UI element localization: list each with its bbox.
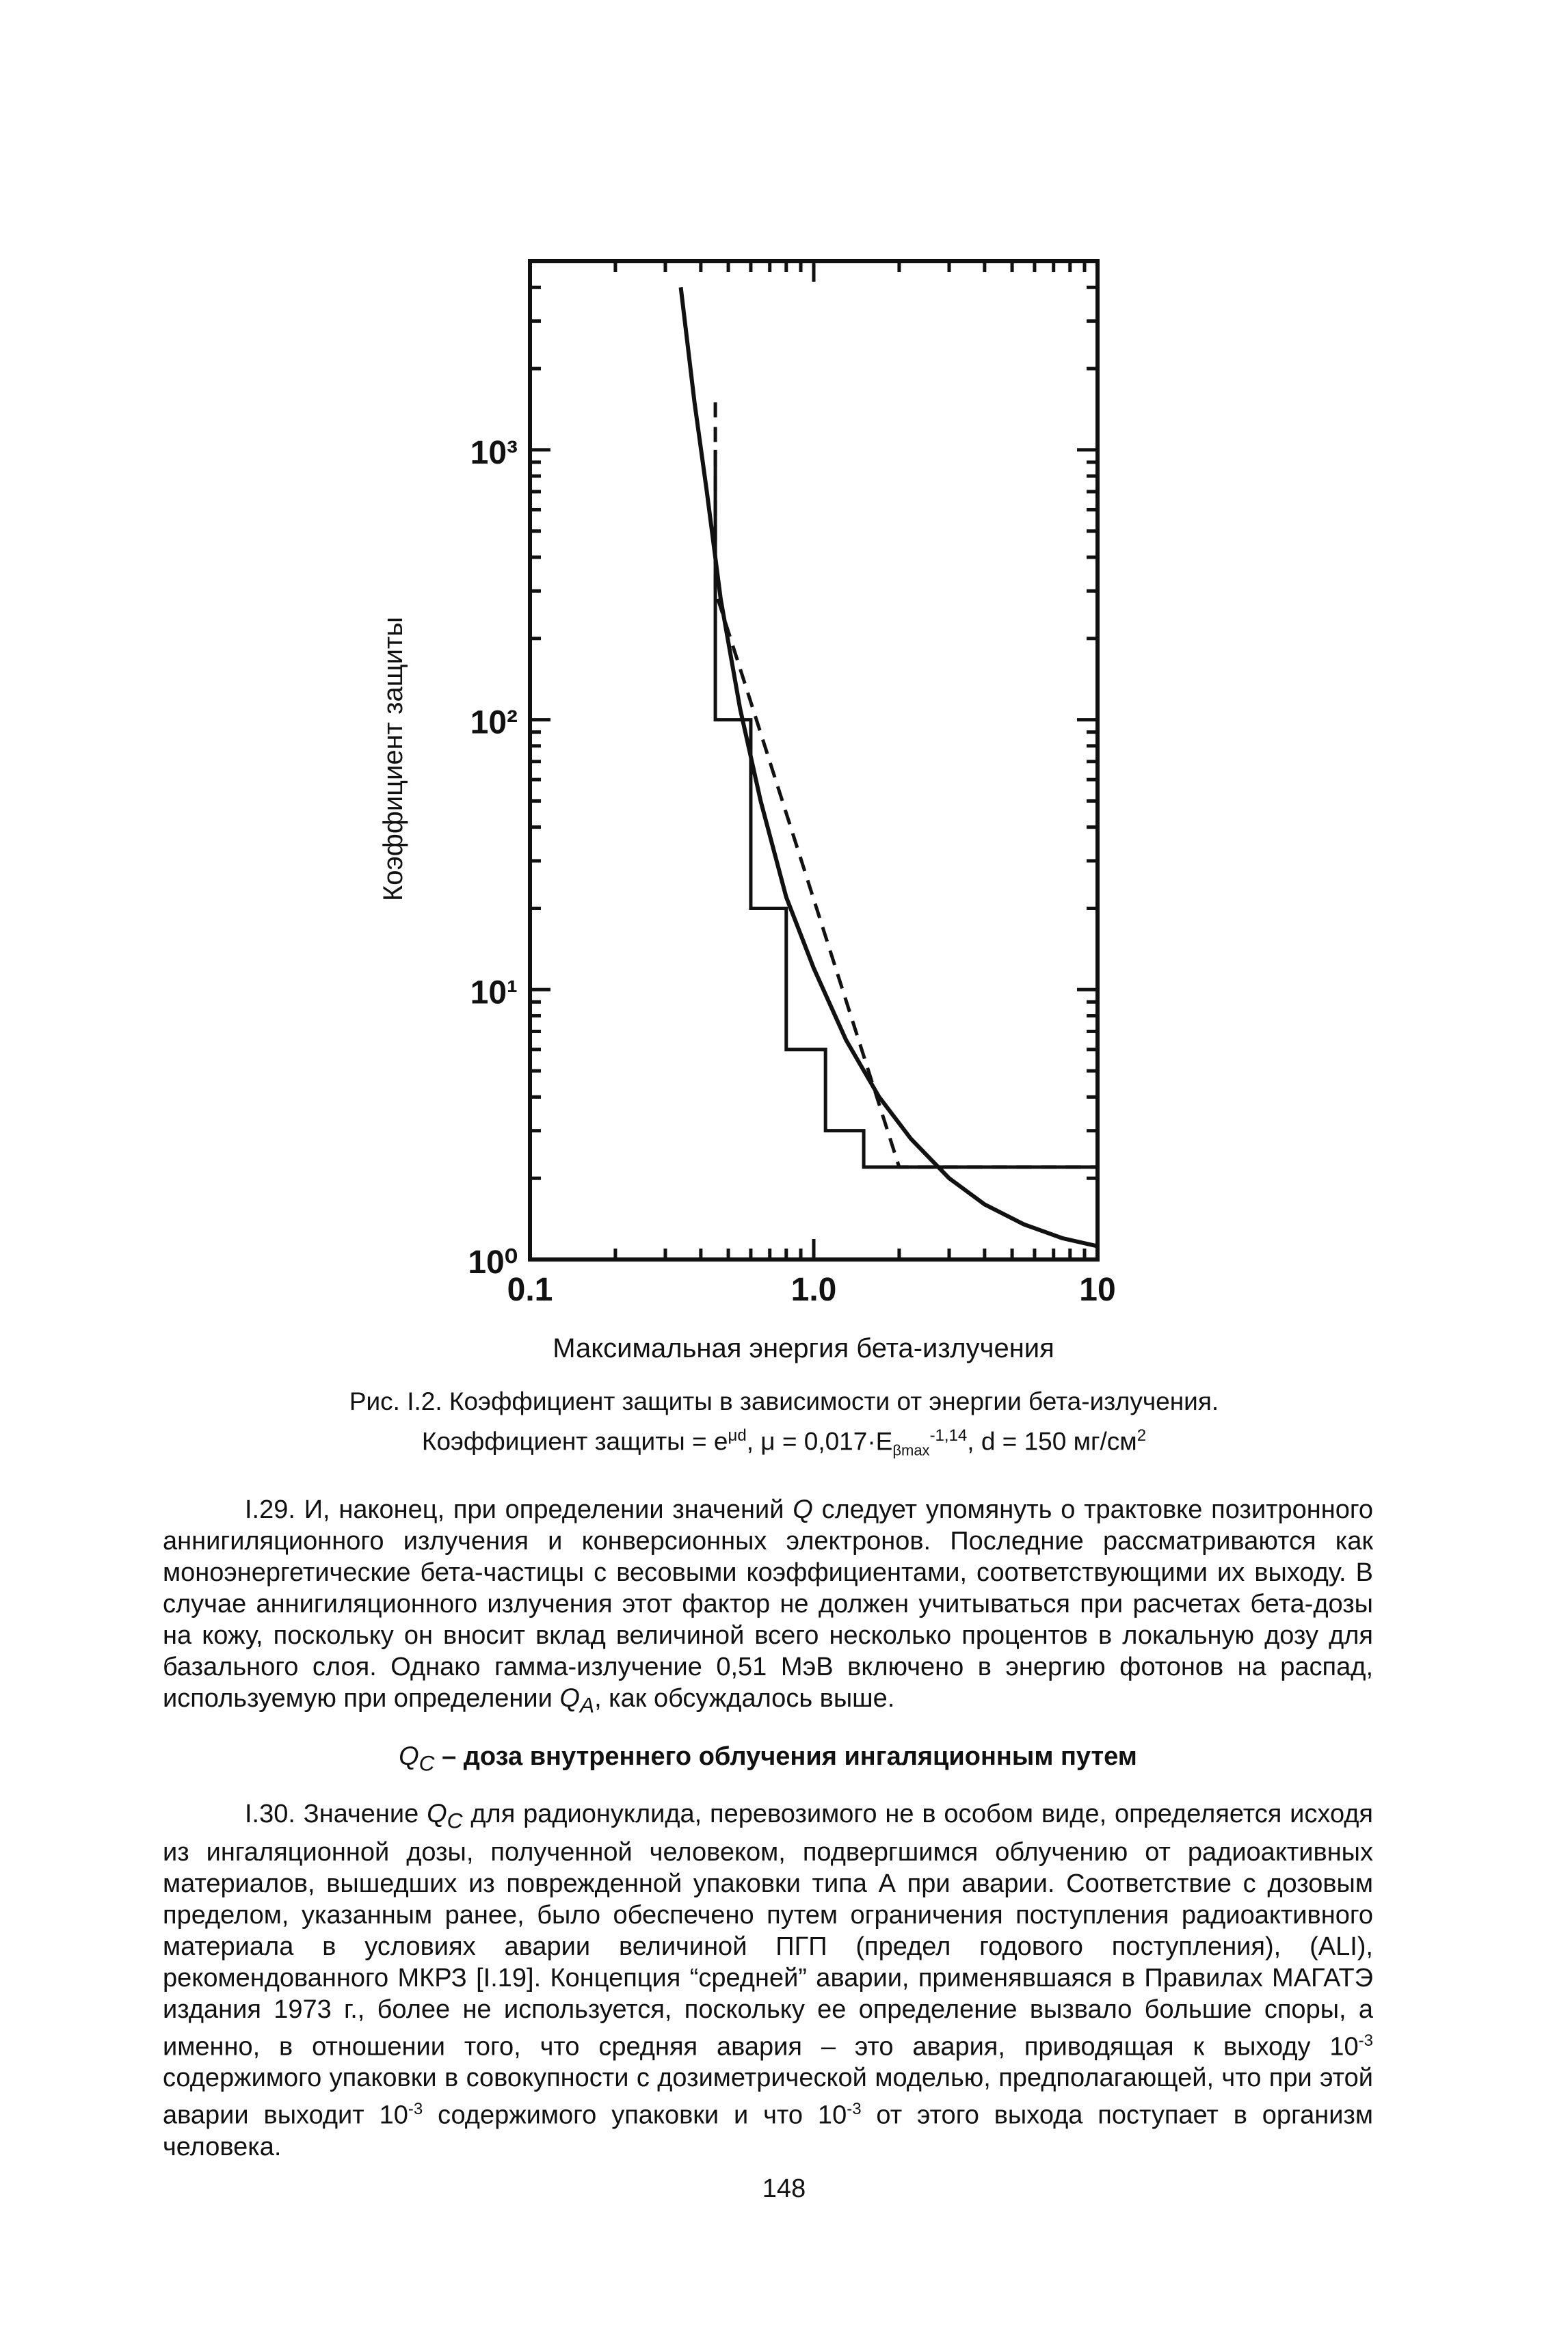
solid-curve-series-line	[681, 287, 1098, 1246]
step-series-line	[715, 450, 1098, 1167]
x-tick-label: 1.0	[790, 1272, 837, 1308]
dashed-series-line	[715, 402, 1098, 1166]
y-tick-label: 10³	[470, 434, 518, 471]
x-tick-label: 10	[1079, 1272, 1116, 1308]
paragraph-i29: I.29. И, наконец, при определении значений Q следует упомянуть о трактовке позитронного аннигиляционного излучения и конверсионных электронов. Последние рассматриваются как моноэнергетические бета-частицы с весовыми коэффициентами, соответствующими их выходу. В случае аннигиляционного излучения этот фактор не должен учитываться при расчетах бета-дозы на кожу, поскольку он вносит вклад величиной всего несколько процентов в локальную дозу для базального слоя. Однако гамма-излучение 0,51 МэВ включено в энергию фотонов на распад, используемую при определении $Q_A$, как обсуждалось выше.	[163, 1495, 1374, 1718]
y-tick-label: 10²	[470, 704, 518, 741]
caption-line-2: Коэффициент защиты = $e^{\mu d}$, $\mu = 0,017\cdot E_{\beta max}^{-1,14}$, d = 150 $мг/см^2$	[421, 1426, 1147, 1459]
x-tick-label: 0.1	[507, 1272, 553, 1308]
paragraph-i30: I.30. Значение $Q_C$ для радионуклида, перевозимого не в особом виде, определяется исходя из ингаляционной дозы, полученной человеком, подвергшимся облучению от радиоактивных материалов, вышедших из поврежденной упаковки типа А при аварии. Соответствие с дозовым пределом, указанным ранее, было обеспечено путем ограничения поступления радиоактивного материала в условиях аварии величиной ПГП (предел годового поступления), (ALI), рекомендованного МКРЗ [I.19]. Концепция “средней” аварии, применявшаяся в Правилах МАГАТЭ издания 1973 г., более не используется, поскольку ее определение вызвало большие споры, а именно, в отношении того, что средняя авария – это авария, приводящая к выходу $10^{-3}$ содержимого упаковки в совокупности с дозиметрической моделью, предполагающей, что при этой аварии выходит $10^{-3}$ содержимого упаковки и что $10^{-3}$ от этого выхода поступает в организм человека.	[163, 1800, 1373, 2161]
figure-caption	[0, 1385, 1568, 1468]
y-tick-label: 10¹	[470, 974, 518, 1011]
x-axis-title: Максимальная энергия бета-излучения	[553, 1333, 1054, 1363]
y-axis-title: Коэффициент защиты	[378, 616, 408, 902]
section-heading: $Q_C$ – доза внутреннего облучения ингаляционным путем	[399, 1742, 1137, 1776]
plot-frame	[530, 261, 1098, 1259]
page-number: 148	[762, 2174, 806, 2203]
y-tick-label: 10⁰	[468, 1244, 518, 1281]
caption-line-1: Рис. I.2. Коэффициент защиты в зависимости от энергии бета-излучения.	[349, 1387, 1219, 1415]
